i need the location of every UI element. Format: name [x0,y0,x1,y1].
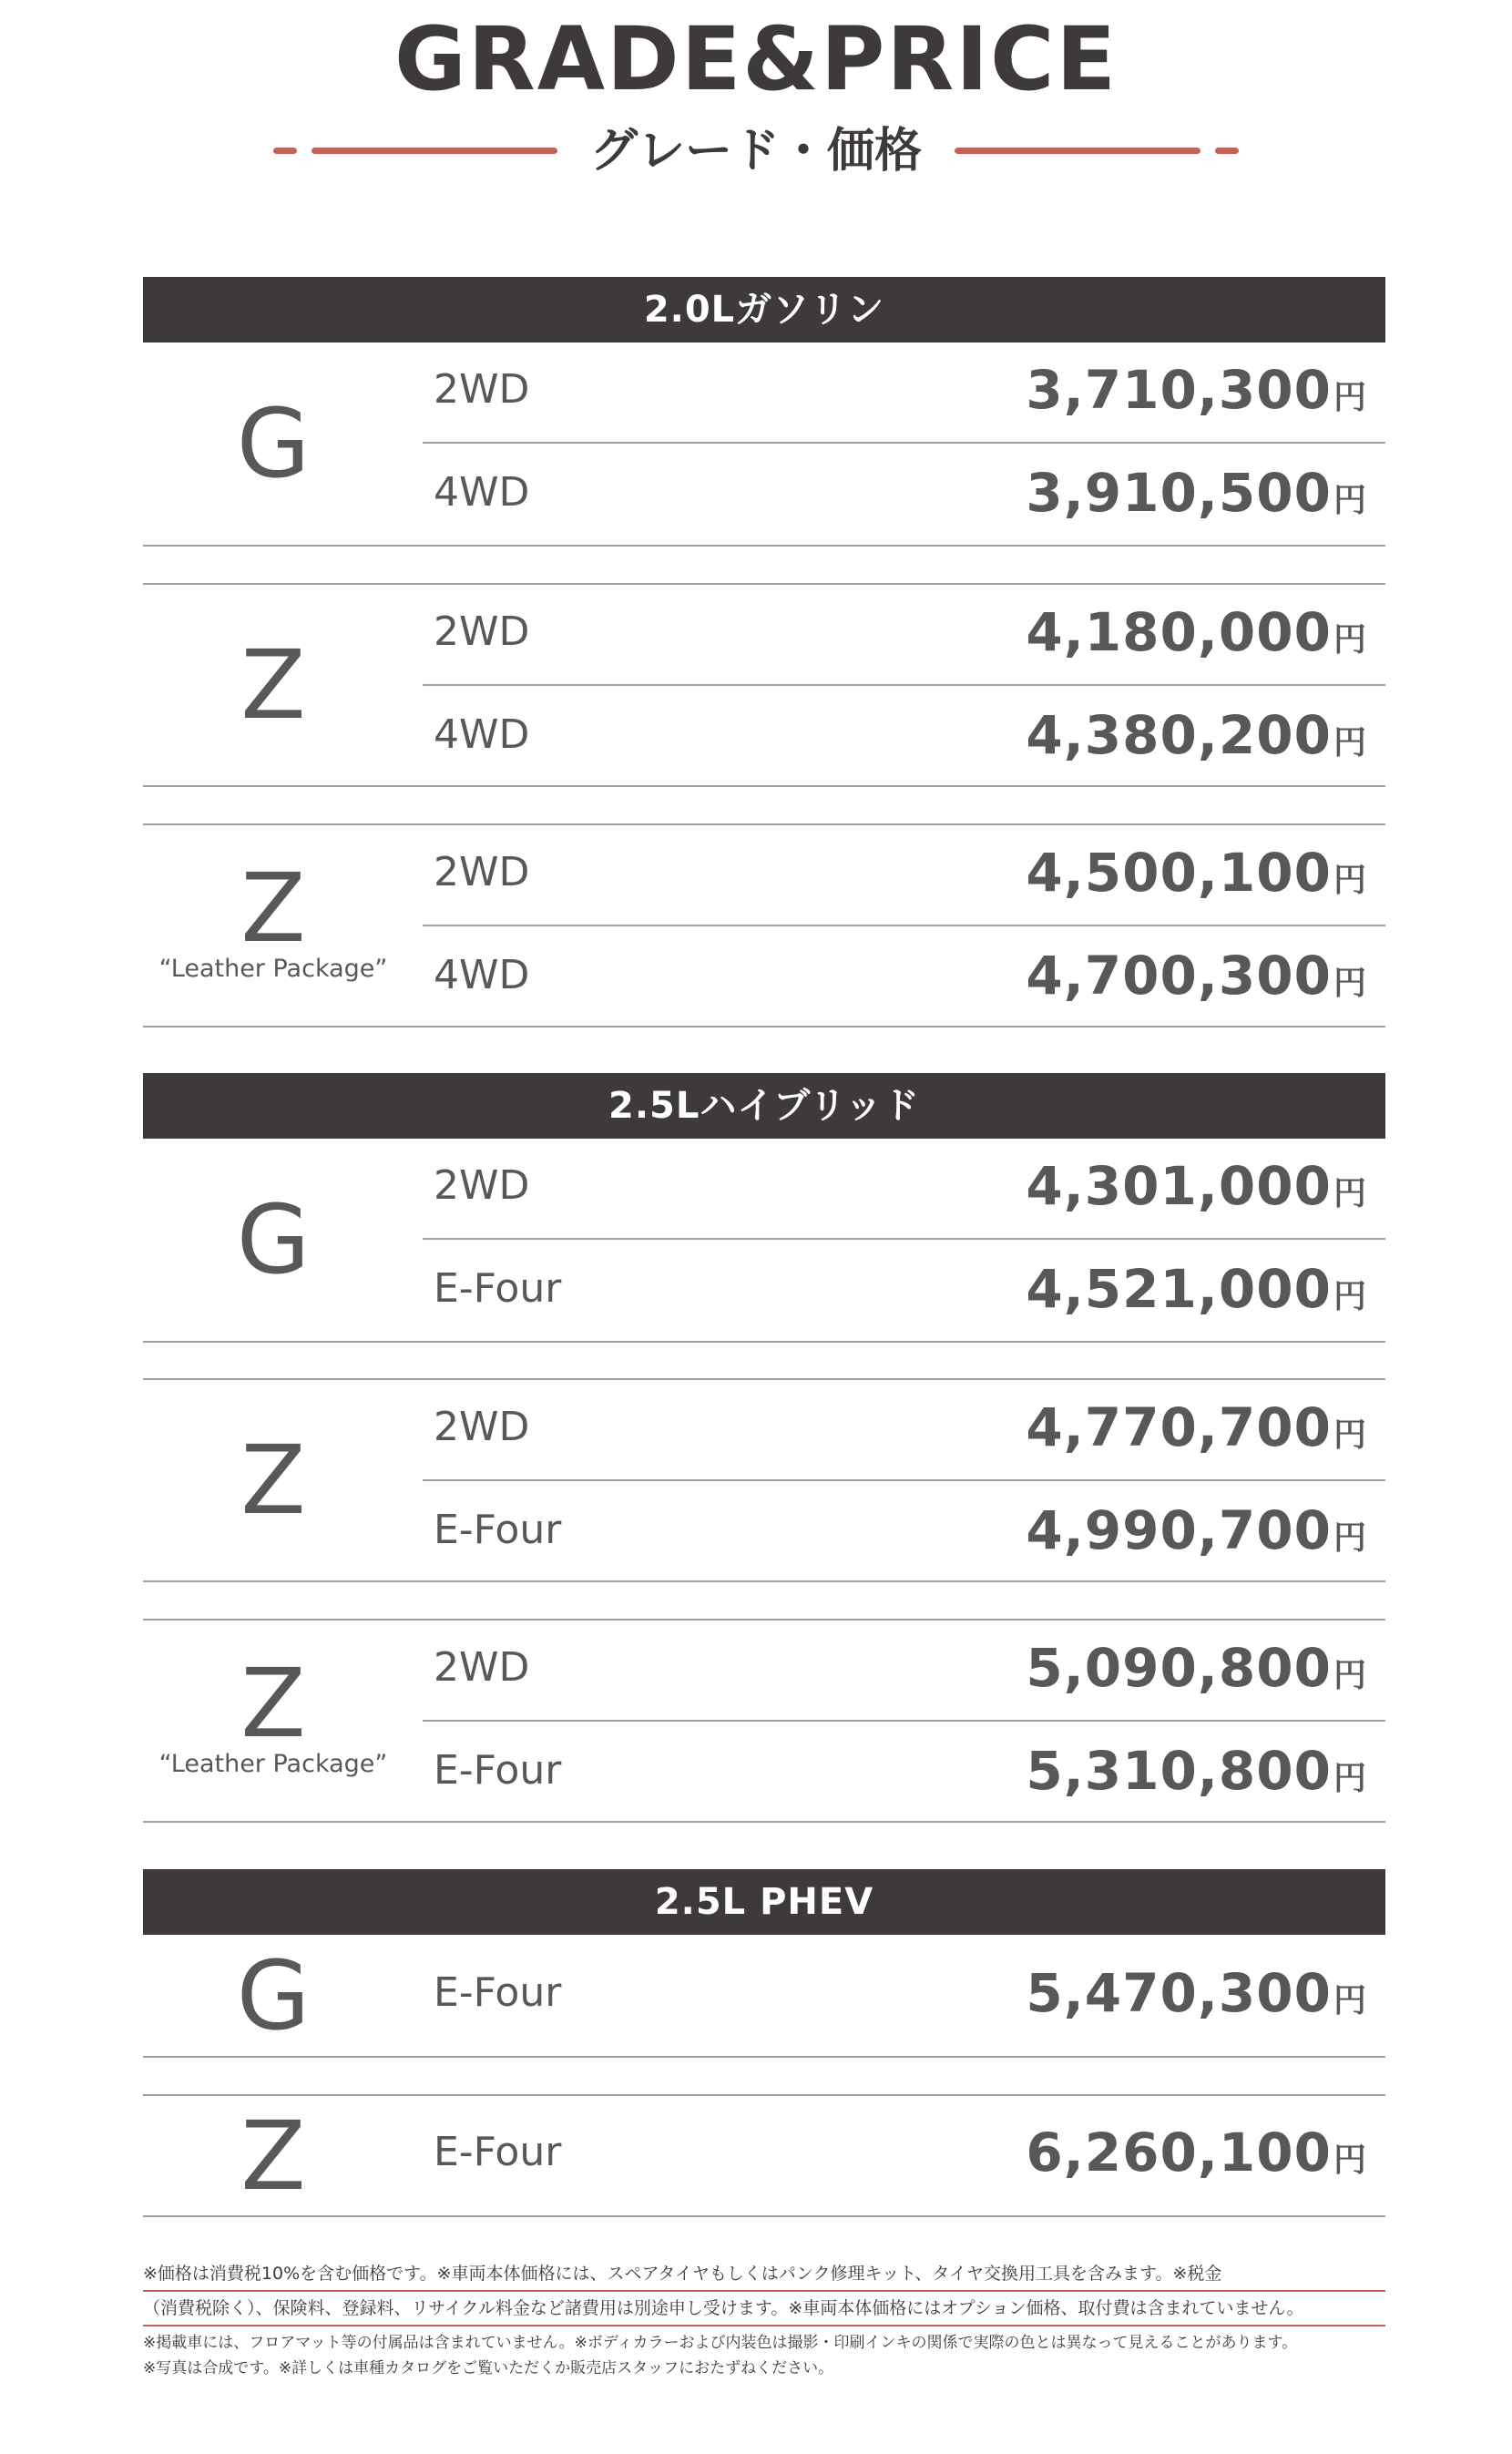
yen-unit: 円 [1333,2142,1367,2179]
price-value: 6,260,100円 [1026,2122,1367,2183]
section-header-gasoline: 2.0Lガソリン [143,277,1385,343]
grade-block-hybrid-z-leather [143,1619,1385,1823]
drive-type: 2WD [434,1644,530,1691]
price-value: 5,470,300円 [1026,1962,1367,2024]
yen-unit: 円 [1333,1278,1367,1315]
footnote-tax-line-2: （消費税除く）、保険料、登録料、リサイクル料金など諸費用は別途申し受けます。※車両本体価格にはオプション価格、取付費は含まれていません。 [143,2292,1385,2326]
decorative-line-right-short [1215,148,1239,154]
drive-type: 2WD [434,1404,530,1450]
section-header-hybrid: 2.5Lハイブリッド [143,1073,1385,1139]
footnote-tax-line-1: ※価格は消費税10%を含む価格です。※車両本体価格には、スペアタイヤもしくはパンク修理キット、タイヤ交換用工具を含みます。※税金 [143,2257,1385,2292]
grade-label [143,2096,404,2215]
price-value: 3,910,500円 [1026,462,1367,524]
grade-name: Z [240,1648,306,1759]
footnote-photo: ※写真は合成です。※詳しくは車種カタログをご覧いただくか販売店スタッフにおたずねください。 [143,2359,834,2377]
decorative-line-right [955,148,1200,154]
grade-name: Z [240,629,306,741]
grade-block-gasoline-g [143,343,1385,547]
price-value: 4,700,300円 [1026,945,1367,1007]
drive-type: E-Four [434,1969,562,2016]
drive-type: E-Four [434,2129,562,2175]
yen-unit: 円 [1333,1416,1367,1454]
yen-unit: 円 [1333,1982,1367,2019]
price-row [423,1240,1385,1341]
price-row [423,343,1385,444]
price-row [423,686,1385,787]
yen-unit: 円 [1333,1760,1367,1797]
yen-unit: 円 [1333,965,1367,1002]
grade-name: Z [240,1425,306,1536]
drive-type: 2WD [434,366,530,413]
grade-block-phev-g [143,1935,1385,2058]
grade-name: G [236,1184,311,1295]
grade-block-hybrid-z [143,1378,1385,1582]
price-value: 4,521,000円 [1026,1258,1367,1320]
price-row [423,2096,1385,2215]
yen-unit: 円 [1333,724,1367,762]
drive-type: 4WD [434,469,530,516]
section-header-phev: 2.5L PHEV [143,1869,1385,1935]
drive-type: 2WD [434,608,530,655]
price-row [423,444,1385,545]
price-row [423,1139,1385,1240]
yen-unit: 円 [1333,1519,1367,1557]
footnote-accessories: ※掲載車には、フロアマット等の付属品は含まれていません。※ボディカラーおよび内装色は撮影・印刷インキの関係で実際の色とは異なって見えることがあります。 [143,2334,1298,2352]
price-value: 5,310,800円 [1026,1740,1367,1802]
grade-name: Z [240,853,306,964]
grade-label [143,1621,404,1821]
price-row [423,585,1385,686]
drive-type: E-Four [434,1507,562,1553]
grade-block-hybrid-g [143,1139,1385,1343]
yen-unit: 円 [1333,1175,1367,1212]
price-value: 4,301,000円 [1026,1155,1367,1217]
grade-name: Z [240,2100,306,2212]
price-row [423,926,1385,1028]
grade-block-gasoline-z-leather [143,823,1385,1028]
price-value: 4,770,700円 [1026,1396,1367,1458]
price-row [423,1722,1385,1823]
grade-label [143,1935,404,2056]
price-row [423,825,1385,926]
page-title: GRADE&PRICE [393,8,1119,110]
yen-unit: 円 [1333,1657,1367,1694]
yen-unit: 円 [1333,862,1367,899]
price-value: 4,990,700円 [1026,1499,1367,1561]
page-subtitle: グレード・価格 [589,124,922,179]
drive-type: E-Four [434,1747,562,1794]
subtitle-row [0,117,1512,189]
drive-type: E-Four [434,1265,562,1312]
price-value: 3,710,300円 [1026,359,1367,421]
grade-label [143,1139,404,1341]
grade-label [143,343,404,545]
grade-name: G [236,1939,311,2051]
grade-label [143,585,404,785]
price-row [423,1380,1385,1481]
grade-block-gasoline-z [143,583,1385,787]
footnotes [143,2257,1385,2381]
grade-package-label: “Leather Package” [158,1750,388,1778]
price-value: 4,380,200円 [1026,704,1367,766]
grade-label [143,825,404,1026]
drive-type: 4WD [434,952,530,998]
grade-package-label: “Leather Package” [158,955,388,983]
yen-unit: 円 [1333,379,1367,416]
drive-type: 4WD [434,711,530,758]
price-value: 5,090,800円 [1026,1637,1367,1699]
yen-unit: 円 [1333,621,1367,659]
grade-name: G [236,388,311,499]
yen-unit: 円 [1333,482,1367,519]
price-value: 4,180,000円 [1026,601,1367,663]
price-row [423,1481,1385,1582]
price-row [423,1935,1385,2056]
drive-type: 2WD [434,849,530,895]
drive-type: 2WD [434,1162,530,1209]
price-value: 4,500,100円 [1026,842,1367,904]
grade-label [143,1380,404,1580]
price-row [423,1621,1385,1722]
grade-block-phev-z [143,2094,1385,2217]
